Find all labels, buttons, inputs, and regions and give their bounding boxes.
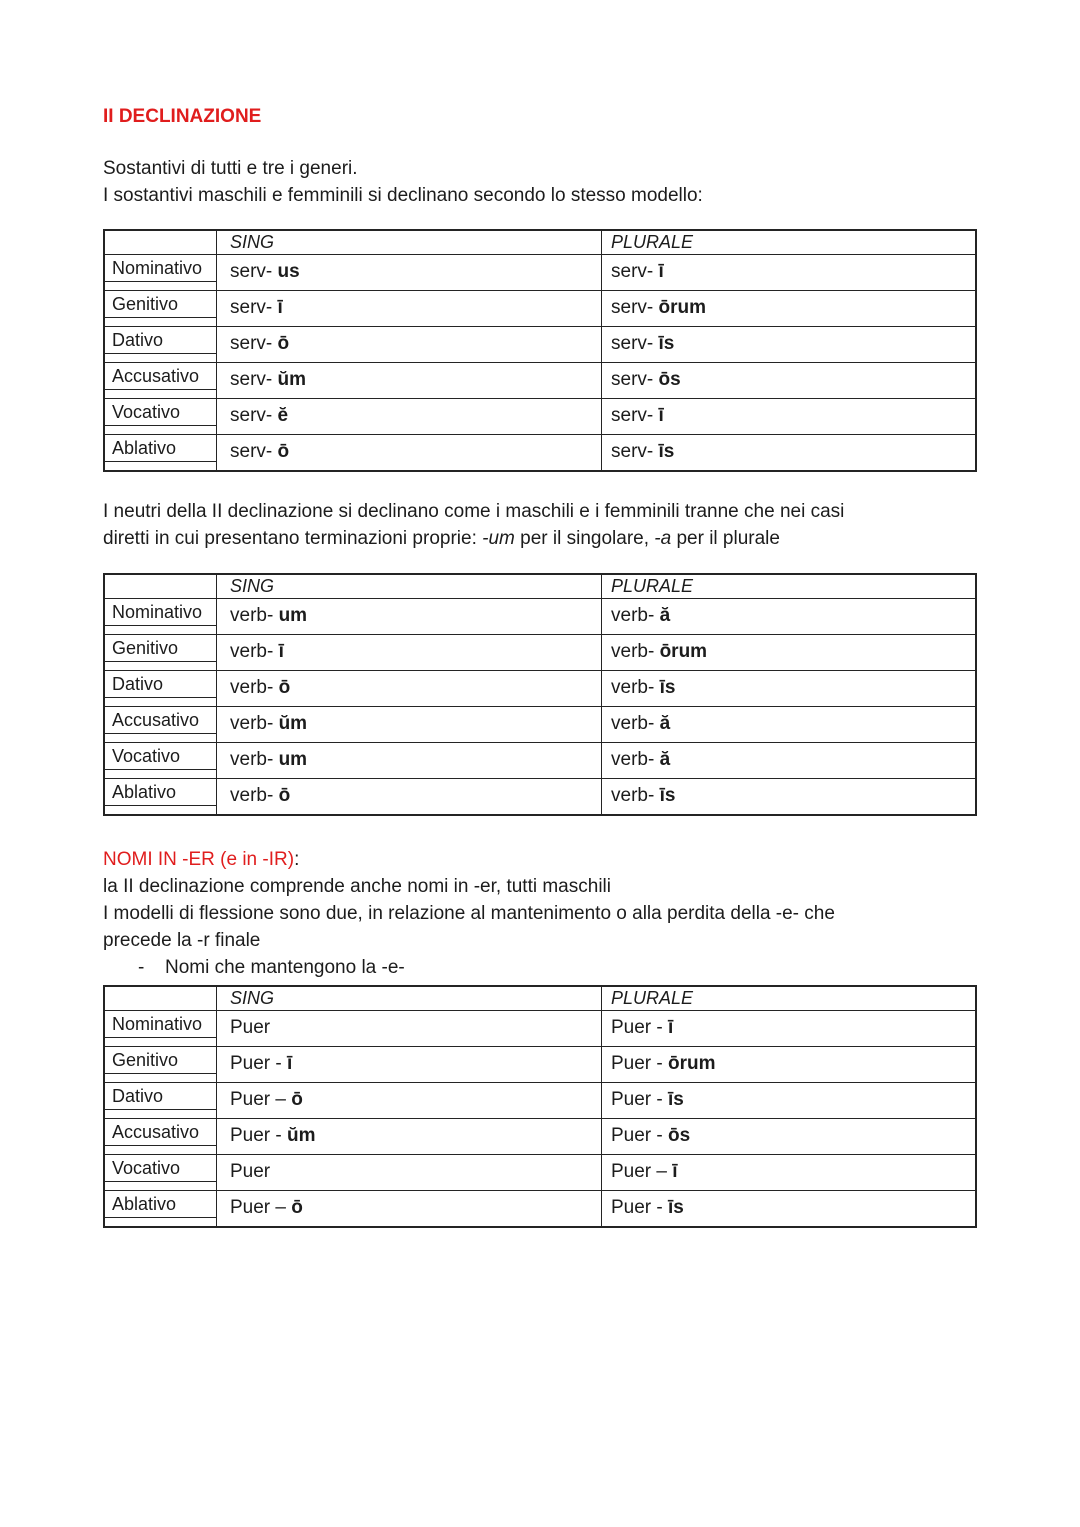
table-row: [105, 634, 975, 670]
table-row: [105, 778, 975, 814]
form-stem: serv-: [611, 405, 659, 426]
form-stem: verb-: [611, 605, 660, 626]
form-stem: verb-: [611, 713, 660, 734]
form-stem: serv-: [611, 369, 659, 390]
table-row: [105, 1190, 975, 1226]
plural-form: [611, 1083, 975, 1113]
singular-form: [230, 1083, 601, 1113]
form-ending: ī: [278, 641, 284, 662]
form-ending: ă: [659, 749, 671, 770]
table-header-row: [105, 231, 975, 254]
italic-um: -um: [482, 528, 515, 549]
form-ending: ōs: [668, 1125, 691, 1146]
plural-form: [611, 779, 975, 809]
intro-paragraph: [103, 155, 977, 209]
table-row: [105, 254, 975, 290]
header-empty-cell: [105, 987, 217, 1010]
form-stem: verb-: [611, 677, 660, 698]
case-label: Dativo: [105, 1083, 216, 1110]
form-ending: ī: [672, 1161, 678, 1182]
plural-form: [611, 1191, 975, 1221]
form-stem: Puer –: [611, 1161, 673, 1182]
table-row: [105, 1046, 975, 1082]
header-empty-cell: [105, 231, 217, 254]
form-ending: īs: [659, 677, 676, 698]
plural-form: [611, 1155, 975, 1185]
er-line-1: la II declinazione comprende anche nomi in -er, tutti maschili: [103, 876, 611, 897]
form-ending: ŭm: [278, 713, 308, 734]
form-stem: Puer -: [611, 1197, 669, 1218]
case-label: Accusativo: [105, 707, 216, 734]
document-content: [0, 103, 1080, 1228]
form-ending: um: [278, 605, 308, 626]
plural-form: [611, 671, 975, 701]
page-title: II DECLINAZIONE: [103, 106, 262, 127]
plural-form: [611, 1119, 975, 1149]
form-ending: ŭm: [277, 369, 306, 390]
er-heading-text: NOMI IN -ER (e in -IR): [103, 849, 295, 870]
plural-form: [611, 327, 975, 357]
header-plurale-label: PLURALE: [611, 576, 694, 596]
form-ending: ĕ: [277, 405, 289, 426]
form-ending: um: [278, 749, 308, 770]
italic-a: -a: [654, 528, 672, 549]
form-stem: Puer: [230, 1017, 271, 1038]
case-label: Ablativo: [105, 779, 216, 806]
singular-form: [230, 363, 601, 393]
form-stem: Puer -: [611, 1017, 669, 1038]
header-empty-cell: [105, 575, 217, 598]
table-row: [105, 1082, 975, 1118]
form-stem: Puer –: [230, 1089, 292, 1110]
table-row: [105, 434, 975, 470]
case-label: Dativo: [105, 671, 216, 698]
plural-form: [611, 291, 975, 321]
singular-form: [230, 1155, 601, 1185]
table-header-row: [105, 987, 975, 1010]
form-stem: serv-: [611, 261, 659, 282]
case-label: Nominativo: [105, 255, 216, 282]
singular-form: [230, 743, 601, 773]
bullet-text: Nomi che mantengono la -e-: [165, 957, 405, 978]
form-stem: serv-: [230, 297, 278, 318]
table-row: [105, 326, 975, 362]
form-stem: Puer -: [230, 1125, 288, 1146]
declension-table-servus: [103, 229, 977, 472]
form-ending: ī: [277, 297, 283, 318]
singular-form: [230, 707, 601, 737]
er-heading-colon: :: [294, 849, 300, 870]
singular-form: [230, 779, 601, 809]
plural-form: [611, 399, 975, 429]
form-ending: ă: [659, 713, 671, 734]
er-nouns-section: [103, 846, 977, 981]
form-stem: Puer -: [611, 1125, 669, 1146]
form-stem: Puer -: [611, 1053, 669, 1074]
form-ending: ī: [658, 261, 664, 282]
form-ending: īs: [659, 785, 676, 806]
intro-line-1: Sostantivi di tutti e tre i generi.: [103, 158, 358, 179]
intro-line-2: I sostantivi maschili e femminili si declinano secondo lo stesso modello:: [103, 185, 703, 206]
form-stem: verb-: [230, 785, 279, 806]
form-ending: īs: [658, 333, 675, 354]
table-row: [105, 598, 975, 634]
form-ending: ō: [277, 333, 290, 354]
form-stem: verb-: [611, 785, 660, 806]
case-label: Genitivo: [105, 1047, 216, 1074]
case-label: Vocativo: [105, 1155, 216, 1182]
case-label: Ablativo: [105, 1191, 216, 1218]
neuter-note-paragraph: [103, 498, 977, 552]
form-ending: īs: [668, 1197, 684, 1218]
case-label: Nominativo: [105, 1011, 216, 1038]
form-stem: verb-: [611, 749, 660, 770]
bullet-dash: -: [138, 957, 145, 978]
bullet-item: [138, 954, 977, 981]
form-ending: īs: [658, 441, 675, 462]
form-ending: ī: [668, 1017, 674, 1038]
form-ending: ă: [659, 605, 671, 626]
singular-form: [230, 1011, 601, 1041]
table-row: [105, 1010, 975, 1046]
case-label: Ablativo: [105, 435, 216, 462]
form-stem: Puer –: [230, 1197, 292, 1218]
form-stem: verb-: [230, 641, 279, 662]
form-stem: verb-: [230, 677, 279, 698]
table-row: [105, 1118, 975, 1154]
form-stem: serv-: [230, 441, 278, 462]
table-row: [105, 398, 975, 434]
singular-form: [230, 635, 601, 665]
plural-form: [611, 363, 975, 393]
table-row: [105, 670, 975, 706]
header-sing-label: SING: [217, 231, 602, 254]
plural-form: [611, 1047, 975, 1077]
case-label: Dativo: [105, 327, 216, 354]
table-row: [105, 742, 975, 778]
singular-form: [230, 1191, 601, 1221]
case-label: Vocativo: [105, 399, 216, 426]
singular-form: [230, 291, 601, 321]
table-row: [105, 1154, 975, 1190]
declension-table-puer: [103, 985, 977, 1228]
form-ending: ōrum: [658, 297, 706, 318]
plural-form: [611, 1011, 975, 1041]
singular-form: [230, 671, 601, 701]
form-stem: serv-: [230, 261, 278, 282]
singular-form: [230, 1047, 601, 1077]
singular-form: [230, 435, 601, 465]
form-stem: serv-: [230, 405, 278, 426]
er-line-3: precede la -r finale: [103, 930, 261, 951]
neuter-note-line-2: diretti in cui presentano terminazioni proprie: -um per il singolare, -a per il plurale: [103, 528, 780, 549]
er-heading: [103, 846, 977, 873]
form-ending: us: [277, 261, 300, 282]
table-row: [105, 290, 975, 326]
form-ending: ō: [277, 441, 290, 462]
form-stem: serv-: [611, 333, 659, 354]
case-label: Accusativo: [105, 363, 216, 390]
plural-form: [611, 599, 975, 629]
plural-form: [611, 635, 975, 665]
header-sing-label: SING: [217, 575, 602, 598]
header-sing-label: SING: [217, 987, 602, 1010]
case-label: Accusativo: [105, 1119, 216, 1146]
form-stem: serv-: [230, 369, 278, 390]
case-label: Nominativo: [105, 599, 216, 626]
singular-form: [230, 255, 601, 285]
form-stem: Puer -: [230, 1053, 288, 1074]
plural-form: [611, 255, 975, 285]
singular-form: [230, 599, 601, 629]
table-row: [105, 706, 975, 742]
form-ending: ī: [287, 1053, 293, 1074]
singular-form: [230, 399, 601, 429]
plural-form: [611, 435, 975, 465]
form-stem: Puer: [230, 1161, 271, 1182]
er-line-2: I modelli di flessione sono due, in relazione al mantenimento o alla perdita della -e- che: [103, 903, 835, 924]
header-plurale-label: PLURALE: [611, 232, 694, 252]
form-stem: verb-: [611, 641, 660, 662]
form-ending: ō: [291, 1089, 303, 1110]
form-ending: ō: [278, 677, 291, 698]
case-label: Genitivo: [105, 635, 216, 662]
table-row: [105, 362, 975, 398]
singular-form: [230, 327, 601, 357]
form-ending: ō: [278, 785, 291, 806]
form-stem: verb-: [230, 713, 279, 734]
form-stem: serv-: [230, 333, 278, 354]
plural-form: [611, 743, 975, 773]
neuter-note-line-1: I neutri della II declinazione si declinano come i maschili e i femminili tranne che nei casi: [103, 501, 845, 522]
form-ending: ō: [291, 1197, 303, 1218]
form-stem: verb-: [230, 749, 279, 770]
form-ending: ōrum: [659, 641, 708, 662]
form-stem: serv-: [611, 297, 659, 318]
singular-form: [230, 1119, 601, 1149]
form-ending: ī: [658, 405, 664, 426]
table-header-row: [105, 575, 975, 598]
case-label: Vocativo: [105, 743, 216, 770]
form-stem: verb-: [230, 605, 279, 626]
form-stem: serv-: [611, 441, 659, 462]
form-ending: ōs: [658, 369, 681, 390]
case-label: Genitivo: [105, 291, 216, 318]
form-stem: Puer -: [611, 1089, 669, 1110]
declension-table-verbum: [103, 573, 977, 816]
form-ending: ōrum: [668, 1053, 716, 1074]
header-plurale-label: PLURALE: [611, 988, 694, 1008]
plural-form: [611, 707, 975, 737]
form-ending: ŭm: [287, 1125, 316, 1146]
form-ending: īs: [668, 1089, 684, 1110]
